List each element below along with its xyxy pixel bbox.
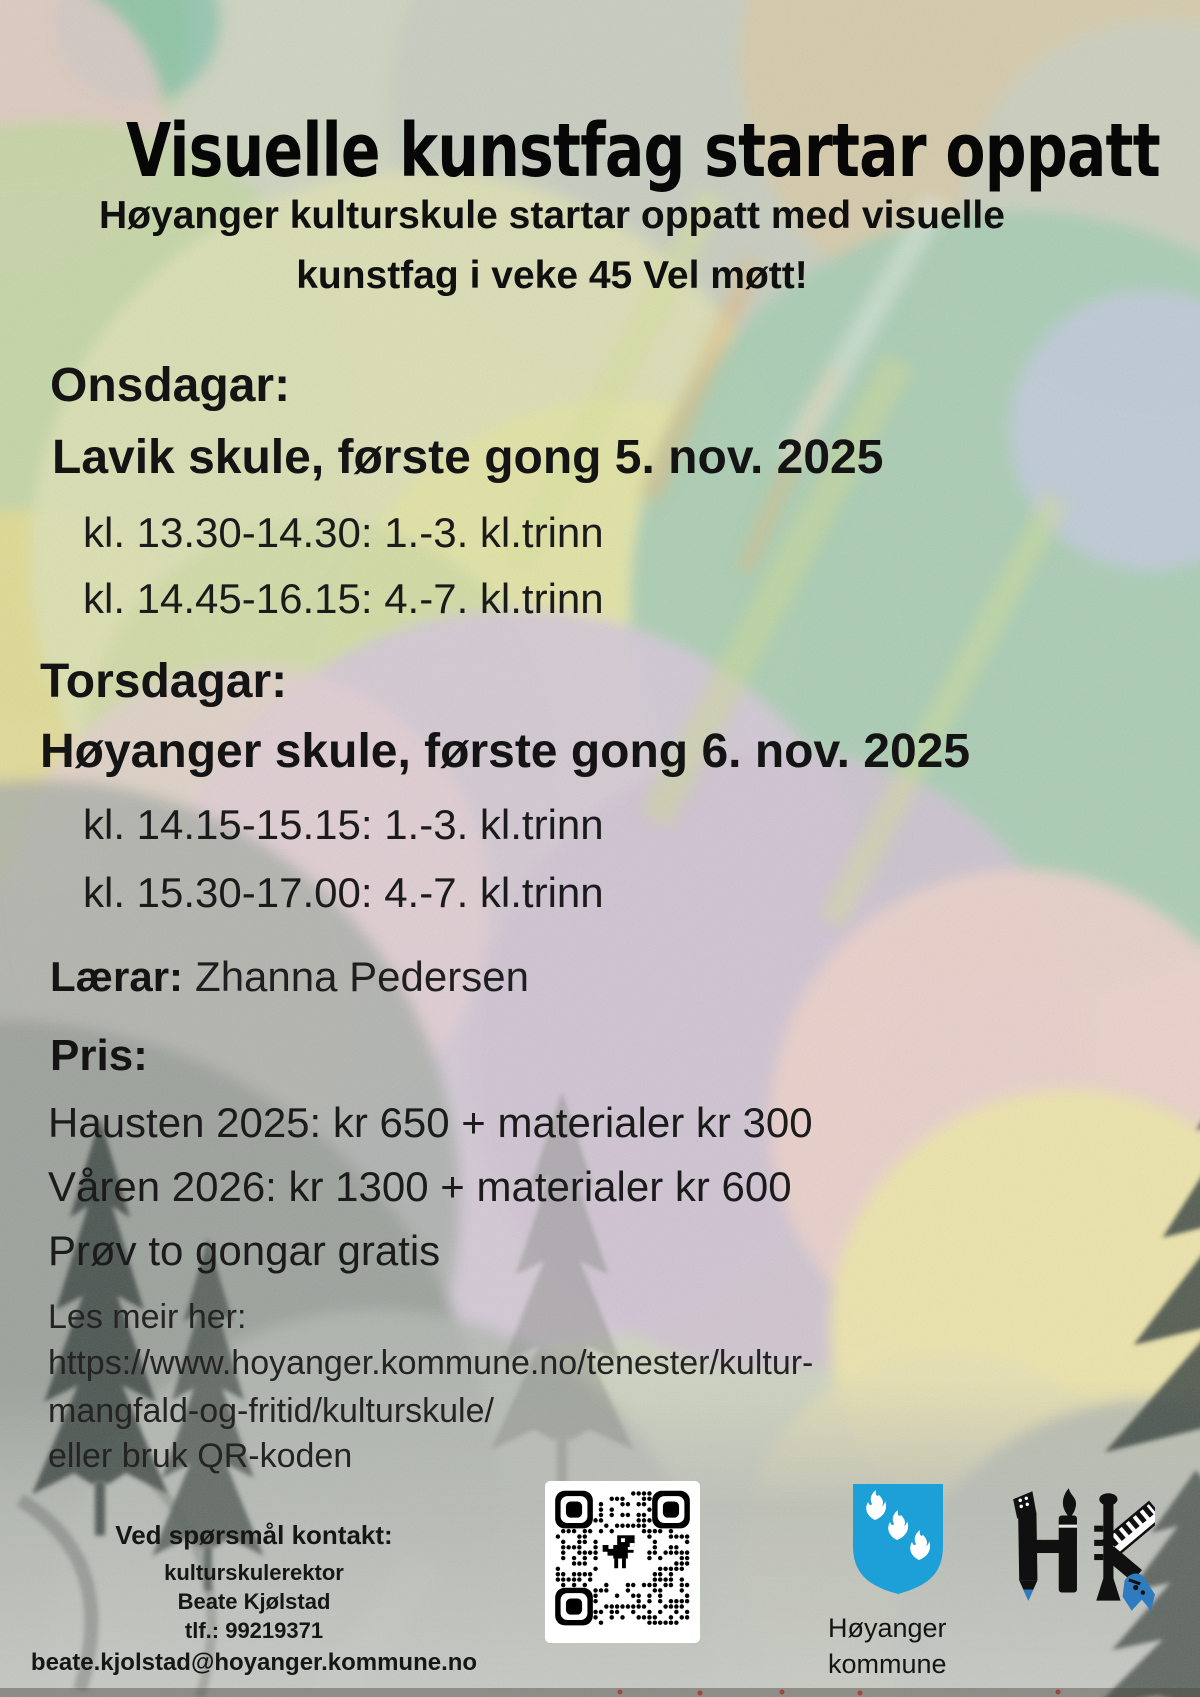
- price-line-3: Prøv to gongar gratis: [48, 1227, 441, 1274]
- thursday-location: Høyanger skule, første gong 6. nov. 2025: [40, 725, 971, 778]
- municipality-name-line-2: kommune: [828, 1649, 947, 1679]
- thursday-time-1: kl. 14.15-15.15: 1.-3. kl.trinn: [83, 801, 604, 848]
- qr-hint: eller bruk QR-koden: [48, 1437, 353, 1475]
- municipality-name-line-1: Høyanger: [828, 1613, 947, 1643]
- price-label: Pris:: [50, 1031, 148, 1080]
- url-line-2: mangfald-og-fritid/kulturskule/: [48, 1392, 494, 1430]
- contact-email: beate.kjolstad@hoyanger.kommune.no: [30, 1649, 478, 1676]
- municipality-logo: [828, 1482, 1008, 1682]
- hoyanger-coat-of-arms-icon: [851, 1482, 945, 1596]
- price-line-1: Hausten 2025: kr 650 + materialer kr 300: [48, 1099, 813, 1146]
- contact-role: kulturskulerektor: [164, 1560, 344, 1585]
- high-heel-icon: [1123, 1574, 1155, 1611]
- teacher-name: Zhanna Pedersen: [195, 953, 529, 1000]
- thursday-time-2: kl. 15.30-17.00: 4.-7. kl.trinn: [83, 869, 604, 916]
- pencil-guitar-h: [1013, 1488, 1077, 1600]
- contact-name: Beate Kjølstad: [177, 1589, 331, 1614]
- wednesday-day-label: Onsdagar:: [50, 359, 291, 412]
- qr-code-with-dino-icon: [545, 1481, 700, 1643]
- municipality-name: [828, 1610, 1008, 1682]
- teacher-label: Lærar:: [50, 953, 184, 1000]
- read-more-label: Les meir her:: [48, 1298, 247, 1336]
- thursday-day-label: Torsdagar:: [40, 655, 288, 708]
- subtitle-line-1: Høyanger kulturskule startar oppatt med visuelle: [99, 194, 1005, 237]
- price-line-2: Våren 2026: kr 1300 + materialer kr 600: [48, 1163, 792, 1210]
- url-line-1: https://www.hoyanger.kommune.no/tenester/kultur-: [48, 1344, 814, 1382]
- teacher-line: [50, 952, 529, 1002]
- trumpet-keyboard-k: [1094, 1493, 1155, 1611]
- contact-block: [28, 1518, 480, 1678]
- subtitle-line-2: kunstfag i veke 45 Vel møtt!: [296, 254, 808, 297]
- wednesday-time-1: kl. 13.30-14.30: 1.-3. kl.trinn: [83, 509, 604, 556]
- wednesday-time-2: kl. 14.45-16.15: 4.-7. kl.trinn: [83, 575, 604, 622]
- poster-subtitle: [0, 186, 1104, 306]
- hk-kulturskule-logo-icon: [1003, 1487, 1155, 1617]
- contact-heading: Ved spørsmål kontakt:: [115, 1520, 393, 1550]
- page-title: Visuelle kunstfag startar oppatt: [126, 107, 1160, 194]
- wednesday-location: Lavik skule, første gong 5. nov. 2025: [52, 431, 884, 484]
- contact-phone: tlf.: 99219371: [184, 1618, 324, 1643]
